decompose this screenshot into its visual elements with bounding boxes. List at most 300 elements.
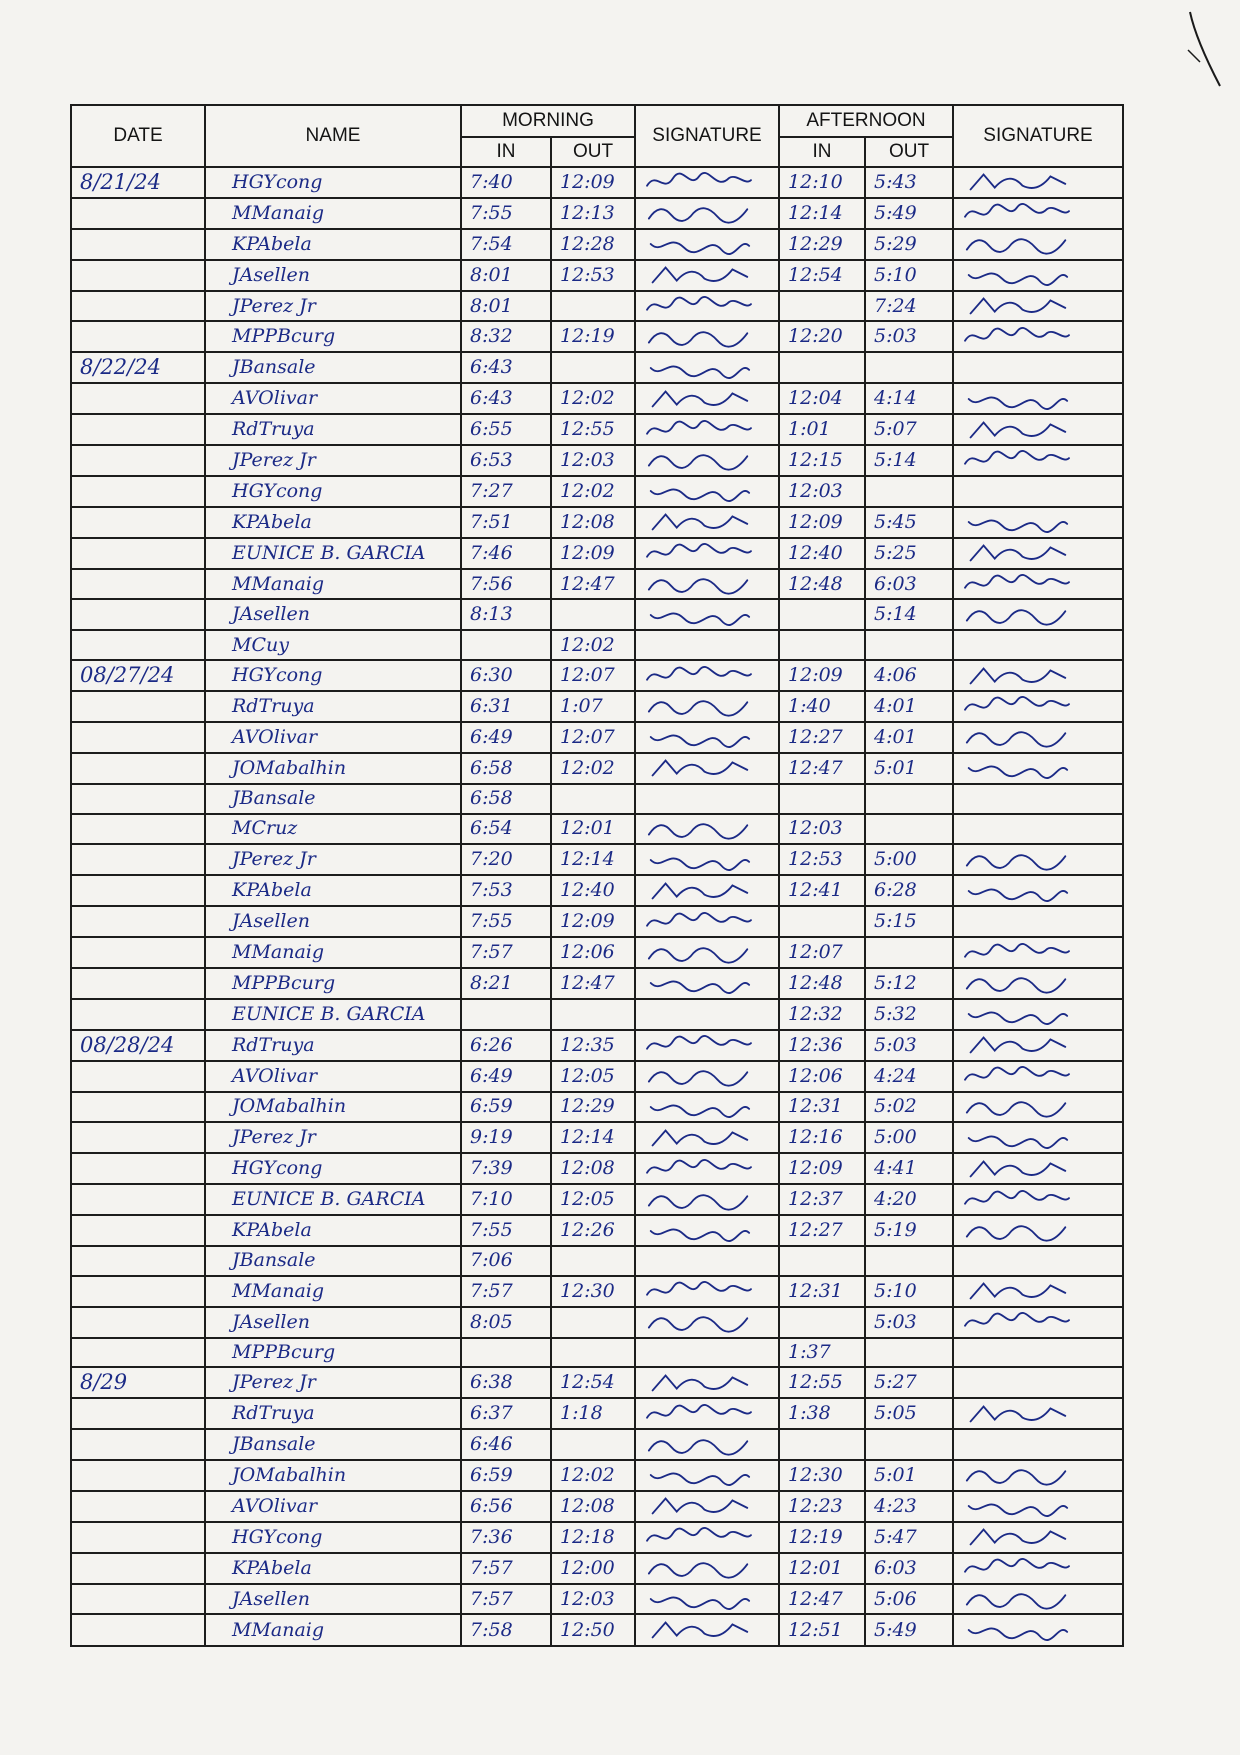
handwritten-signature <box>640 970 758 996</box>
morning-signature-cell <box>635 476 779 507</box>
afternoon-signature-cell <box>953 1338 1123 1368</box>
afternoon-signature-cell <box>953 569 1123 600</box>
morning-out-cell: 12:07 <box>551 660 635 691</box>
date-cell <box>71 291 205 322</box>
handwritten-signature <box>958 1555 1076 1581</box>
morning-in-cell <box>461 630 551 660</box>
name-cell: AVOlivar <box>205 1491 461 1522</box>
morning-signature-cell <box>635 999 779 1030</box>
date-cell <box>71 507 205 538</box>
name-cell: JBansale <box>205 1246 461 1276</box>
afternoon-out-cell: 4:01 <box>865 691 953 722</box>
date-cell <box>71 476 205 507</box>
handwritten-signature <box>640 293 758 319</box>
name-cell: KPAbela <box>205 507 461 538</box>
handwritten-signature <box>640 478 758 504</box>
date-cell <box>71 753 205 784</box>
morning-in-cell: 7:39 <box>461 1153 551 1184</box>
name-cell: JAsellen <box>205 599 461 630</box>
afternoon-out-cell: 5:49 <box>865 1614 953 1646</box>
morning-signature-cell <box>635 1215 779 1246</box>
table-row <box>71 198 1123 229</box>
handwritten-signature <box>958 1278 1076 1304</box>
handwritten-signature <box>640 602 758 628</box>
afternoon-signature-cell <box>953 814 1123 845</box>
table-row <box>71 507 1123 538</box>
handwritten-signature <box>640 1187 758 1213</box>
afternoon-in-cell: 12:29 <box>779 229 865 260</box>
afternoon-in-cell: 12:09 <box>779 507 865 538</box>
handwritten-signature <box>640 1555 758 1581</box>
morning-in-cell: 6:26 <box>461 1030 551 1061</box>
morning-in-cell: 6:55 <box>461 414 551 445</box>
afternoon-out-cell: 4:01 <box>865 722 953 753</box>
name-cell: RdTruya <box>205 1030 461 1061</box>
date-cell <box>71 999 205 1030</box>
morning-signature-cell <box>635 1246 779 1276</box>
afternoon-in-cell: 12:53 <box>779 844 865 875</box>
morning-signature-cell <box>635 291 779 322</box>
table-row <box>71 1614 1123 1646</box>
handwritten-signature <box>958 200 1076 226</box>
afternoon-out-cell: 4:14 <box>865 383 953 414</box>
name-cell: EUNICE B. GARCIA <box>205 999 461 1030</box>
afternoon-signature-cell <box>953 784 1123 814</box>
morning-out-cell: 12:50 <box>551 1614 635 1646</box>
date-cell: 8/21/24 <box>71 167 205 198</box>
afternoon-signature-cell <box>953 414 1123 445</box>
attendance-log-table <box>70 104 1124 1647</box>
afternoon-signature-cell <box>953 1215 1123 1246</box>
name-cell: JPerez Jr <box>205 291 461 322</box>
morning-in-cell: 6:43 <box>461 352 551 383</box>
morning-signature-cell <box>635 1553 779 1584</box>
handwritten-signature <box>640 1432 758 1458</box>
name-cell: MPPBcurg <box>205 968 461 999</box>
morning-out-cell <box>551 999 635 1030</box>
afternoon-out-cell: 6:03 <box>865 569 953 600</box>
afternoon-signature-cell <box>953 1584 1123 1615</box>
name-cell: MCruz <box>205 814 461 845</box>
afternoon-out-cell: 5:15 <box>865 906 953 937</box>
name-cell: KPAbela <box>205 229 461 260</box>
morning-signature-cell <box>635 814 779 845</box>
handwritten-signature <box>958 970 1076 996</box>
afternoon-signature-cell <box>953 1092 1123 1123</box>
table-row <box>71 569 1123 600</box>
afternoon-out-cell: 5:12 <box>865 968 953 999</box>
handwritten-signature <box>640 1218 758 1244</box>
afternoon-signature-cell <box>953 660 1123 691</box>
table-row <box>71 1553 1123 1584</box>
afternoon-out-cell: 7:24 <box>865 291 953 322</box>
handwritten-signature <box>640 1462 758 1488</box>
morning-signature-cell <box>635 906 779 937</box>
afternoon-out-cell: 5:29 <box>865 229 953 260</box>
afternoon-out-cell: 4:06 <box>865 660 953 691</box>
afternoon-in-cell: 12:03 <box>779 476 865 507</box>
handwritten-signature <box>640 417 758 443</box>
afternoon-in-cell: 12:51 <box>779 1614 865 1646</box>
table-row <box>71 538 1123 569</box>
morning-out-cell: 12:05 <box>551 1061 635 1092</box>
handwritten-signature <box>640 1586 758 1612</box>
table-row <box>71 1092 1123 1123</box>
afternoon-out-cell: 5:03 <box>865 1307 953 1338</box>
table-row <box>71 352 1123 383</box>
afternoon-signature-cell <box>953 352 1123 383</box>
date-cell <box>71 1153 205 1184</box>
morning-out-cell: 12:14 <box>551 844 635 875</box>
table-row <box>71 784 1123 814</box>
date-cell <box>71 814 205 845</box>
afternoon-in-cell: 1:40 <box>779 691 865 722</box>
morning-in-cell: 7:57 <box>461 1584 551 1615</box>
name-cell: AVOlivar <box>205 383 461 414</box>
afternoon-out-cell: 5:01 <box>865 1460 953 1491</box>
handwritten-signature <box>958 1462 1076 1488</box>
morning-out-cell: 12:55 <box>551 414 635 445</box>
date-cell <box>71 198 205 229</box>
morning-in-cell: 6:59 <box>461 1460 551 1491</box>
table-row <box>71 722 1123 753</box>
afternoon-signature-cell <box>953 507 1123 538</box>
name-cell: MPPBcurg <box>205 1338 461 1368</box>
handwritten-signature <box>958 1125 1076 1151</box>
afternoon-in-cell: 12:01 <box>779 1553 865 1584</box>
afternoon-in-cell: 12:48 <box>779 968 865 999</box>
morning-signature-cell <box>635 1030 779 1061</box>
table-row <box>71 321 1123 352</box>
date-cell <box>71 784 205 814</box>
afternoon-signature-cell <box>953 753 1123 784</box>
morning-out-cell: 12:14 <box>551 1122 635 1153</box>
handwritten-signature <box>640 1032 758 1058</box>
morning-out-cell: 12:08 <box>551 1491 635 1522</box>
afternoon-signature-cell <box>953 968 1123 999</box>
afternoon-out-cell <box>865 937 953 968</box>
name-cell: JAsellen <box>205 1584 461 1615</box>
morning-signature-cell <box>635 1338 779 1368</box>
morning-out-cell: 12:47 <box>551 569 635 600</box>
handwritten-signature <box>640 1094 758 1120</box>
afternoon-signature-cell <box>953 260 1123 291</box>
morning-out-cell: 12:06 <box>551 937 635 968</box>
name-cell: JPerez Jr <box>205 445 461 476</box>
afternoon-out-cell: 4:23 <box>865 1491 953 1522</box>
table-row <box>71 1522 1123 1553</box>
table-row <box>71 1307 1123 1338</box>
name-cell: RdTruya <box>205 1398 461 1429</box>
handwritten-signature <box>640 1309 758 1335</box>
morning-signature-cell <box>635 569 779 600</box>
handwritten-signature <box>640 693 758 719</box>
afternoon-signature-cell <box>953 844 1123 875</box>
morning-out-cell <box>551 599 635 630</box>
morning-signature-cell <box>635 507 779 538</box>
date-cell <box>71 321 205 352</box>
handwritten-signature <box>640 1617 758 1643</box>
afternoon-in-cell <box>779 784 865 814</box>
handwritten-signature <box>640 940 758 966</box>
morning-out-cell: 12:00 <box>551 1553 635 1584</box>
afternoon-out-cell: 5:27 <box>865 1367 953 1398</box>
name-cell: KPAbela <box>205 1553 461 1584</box>
afternoon-in-cell: 12:09 <box>779 660 865 691</box>
handwritten-signature <box>640 540 758 566</box>
afternoon-out-cell <box>865 352 953 383</box>
afternoon-in-cell: 12:36 <box>779 1030 865 1061</box>
afternoon-out-cell: 5:03 <box>865 1030 953 1061</box>
afternoon-in-cell: 12:40 <box>779 538 865 569</box>
morning-in-cell: 6:59 <box>461 1092 551 1123</box>
date-cell <box>71 445 205 476</box>
morning-out-cell: 12:47 <box>551 968 635 999</box>
afternoon-in-cell: 12:32 <box>779 999 865 1030</box>
name-cell: HGYcong <box>205 660 461 691</box>
morning-signature-cell <box>635 630 779 660</box>
afternoon-in-cell <box>779 906 865 937</box>
morning-out-cell: 12:08 <box>551 507 635 538</box>
morning-in-cell: 8:05 <box>461 1307 551 1338</box>
handwritten-signature <box>640 571 758 597</box>
header-afternoon-out: OUT <box>865 137 953 167</box>
name-cell: MManaig <box>205 937 461 968</box>
header-morning: MORNING <box>461 105 635 137</box>
afternoon-signature-cell <box>953 1061 1123 1092</box>
morning-in-cell: 6:54 <box>461 814 551 845</box>
name-cell: MManaig <box>205 569 461 600</box>
afternoon-in-cell <box>779 291 865 322</box>
name-cell: JPerez Jr <box>205 844 461 875</box>
morning-in-cell: 8:32 <box>461 321 551 352</box>
handwritten-signature <box>958 324 1076 350</box>
morning-in-cell: 6:46 <box>461 1429 551 1460</box>
morning-out-cell: 12:02 <box>551 753 635 784</box>
handwritten-signature <box>640 386 758 412</box>
afternoon-in-cell: 12:30 <box>779 1460 865 1491</box>
table-row <box>71 1276 1123 1307</box>
morning-signature-cell <box>635 937 779 968</box>
table-row <box>71 999 1123 1030</box>
morning-out-cell <box>551 1307 635 1338</box>
afternoon-in-cell: 12:47 <box>779 753 865 784</box>
afternoon-out-cell <box>865 1338 953 1368</box>
afternoon-signature-cell <box>953 198 1123 229</box>
morning-signature-cell <box>635 260 779 291</box>
table-row <box>71 1184 1123 1215</box>
date-cell <box>71 229 205 260</box>
morning-in-cell: 7:10 <box>461 1184 551 1215</box>
handwritten-signature <box>640 262 758 288</box>
morning-out-cell: 12:03 <box>551 445 635 476</box>
morning-in-cell: 7:51 <box>461 507 551 538</box>
handwritten-signature <box>640 1370 758 1396</box>
date-cell <box>71 630 205 660</box>
morning-in-cell: 7:55 <box>461 1215 551 1246</box>
handwritten-signature <box>640 816 758 842</box>
header-date: DATE <box>71 105 205 167</box>
handwritten-signature <box>640 1493 758 1519</box>
morning-signature-cell <box>635 538 779 569</box>
morning-in-cell: 7:27 <box>461 476 551 507</box>
handwritten-signature <box>640 200 758 226</box>
afternoon-signature-cell <box>953 538 1123 569</box>
date-cell <box>71 383 205 414</box>
morning-out-cell <box>551 1246 635 1276</box>
date-cell <box>71 1246 205 1276</box>
name-cell: JAsellen <box>205 906 461 937</box>
afternoon-out-cell: 5:45 <box>865 507 953 538</box>
table-row <box>71 445 1123 476</box>
afternoon-signature-cell <box>953 937 1123 968</box>
handwritten-signature <box>958 231 1076 257</box>
afternoon-signature-cell <box>953 1184 1123 1215</box>
handwritten-signature <box>958 1493 1076 1519</box>
date-cell <box>71 1584 205 1615</box>
morning-out-cell: 12:07 <box>551 722 635 753</box>
header-afternoon-signature: SIGNATURE <box>953 105 1123 167</box>
afternoon-in-cell: 1:01 <box>779 414 865 445</box>
handwritten-signature <box>958 847 1076 873</box>
morning-out-cell: 12:54 <box>551 1367 635 1398</box>
morning-out-cell: 1:07 <box>551 691 635 722</box>
afternoon-signature-cell <box>953 1522 1123 1553</box>
afternoon-in-cell <box>779 1307 865 1338</box>
afternoon-signature-cell <box>953 1429 1123 1460</box>
afternoon-in-cell: 12:54 <box>779 260 865 291</box>
afternoon-out-cell <box>865 476 953 507</box>
morning-in-cell: 6:49 <box>461 722 551 753</box>
morning-signature-cell <box>635 1398 779 1429</box>
afternoon-signature-cell <box>953 1367 1123 1398</box>
afternoon-in-cell: 12:20 <box>779 321 865 352</box>
handwritten-signature <box>640 755 758 781</box>
morning-in-cell: 7:55 <box>461 906 551 937</box>
handwritten-signature <box>958 755 1076 781</box>
name-cell: HGYcong <box>205 167 461 198</box>
afternoon-out-cell: 6:28 <box>865 875 953 906</box>
morning-in-cell: 8:13 <box>461 599 551 630</box>
date-cell <box>71 1614 205 1646</box>
morning-in-cell: 7:40 <box>461 167 551 198</box>
afternoon-in-cell: 12:16 <box>779 1122 865 1153</box>
table-row <box>71 630 1123 660</box>
corner-pen-mark <box>1186 10 1226 90</box>
date-cell <box>71 569 205 600</box>
handwritten-signature <box>640 355 758 381</box>
name-cell: JBansale <box>205 784 461 814</box>
morning-out-cell: 12:30 <box>551 1276 635 1307</box>
table-row <box>71 1061 1123 1092</box>
morning-out-cell <box>551 291 635 322</box>
afternoon-signature-cell <box>953 445 1123 476</box>
header-afternoon: AFTERNOON <box>779 105 953 137</box>
handwritten-signature <box>958 693 1076 719</box>
morning-in-cell: 7:57 <box>461 937 551 968</box>
morning-out-cell: 12:40 <box>551 875 635 906</box>
morning-signature-cell <box>635 1184 779 1215</box>
morning-in-cell: 7:54 <box>461 229 551 260</box>
date-cell <box>71 1491 205 1522</box>
name-cell: RdTruya <box>205 414 461 445</box>
afternoon-out-cell: 5:05 <box>865 1398 953 1429</box>
handwritten-signature <box>640 1125 758 1151</box>
table-row <box>71 1460 1123 1491</box>
handwritten-signature <box>640 1278 758 1304</box>
morning-out-cell: 12:03 <box>551 1584 635 1615</box>
table-row <box>71 875 1123 906</box>
morning-signature-cell <box>635 660 779 691</box>
date-cell: 08/28/24 <box>71 1030 205 1061</box>
morning-in-cell: 7:55 <box>461 198 551 229</box>
date-cell <box>71 1522 205 1553</box>
afternoon-out-cell: 5:47 <box>865 1522 953 1553</box>
afternoon-in-cell: 12:06 <box>779 1061 865 1092</box>
morning-out-cell <box>551 1338 635 1368</box>
morning-out-cell: 12:09 <box>551 167 635 198</box>
afternoon-out-cell: 5:10 <box>865 1276 953 1307</box>
table-row <box>71 291 1123 322</box>
handwritten-signature <box>958 1218 1076 1244</box>
handwritten-signature <box>958 417 1076 443</box>
morning-in-cell <box>461 999 551 1030</box>
morning-in-cell: 6:58 <box>461 753 551 784</box>
afternoon-in-cell <box>779 599 865 630</box>
afternoon-out-cell: 5:10 <box>865 260 953 291</box>
morning-signature-cell <box>635 691 779 722</box>
date-cell <box>71 906 205 937</box>
morning-signature-cell <box>635 1584 779 1615</box>
morning-signature-cell <box>635 722 779 753</box>
morning-out-cell: 12:26 <box>551 1215 635 1246</box>
afternoon-in-cell: 1:37 <box>779 1338 865 1368</box>
afternoon-signature-cell <box>953 1030 1123 1061</box>
afternoon-signature-cell <box>953 1553 1123 1584</box>
handwritten-signature <box>958 509 1076 535</box>
handwritten-signature <box>640 663 758 689</box>
morning-signature-cell <box>635 875 779 906</box>
date-cell <box>71 1276 205 1307</box>
table-row <box>71 1429 1123 1460</box>
date-cell: 8/22/24 <box>71 352 205 383</box>
table-row <box>71 937 1123 968</box>
table-row <box>71 1246 1123 1276</box>
date-cell <box>71 1398 205 1429</box>
afternoon-in-cell: 12:41 <box>779 875 865 906</box>
afternoon-out-cell: 4:20 <box>865 1184 953 1215</box>
handwritten-signature <box>958 1524 1076 1550</box>
morning-out-cell: 12:09 <box>551 538 635 569</box>
afternoon-in-cell <box>779 1429 865 1460</box>
handwritten-signature <box>958 1032 1076 1058</box>
name-cell: MCuy <box>205 630 461 660</box>
name-cell: HGYcong <box>205 1153 461 1184</box>
table-row <box>71 691 1123 722</box>
name-cell: JPerez Jr <box>205 1122 461 1153</box>
morning-signature-cell <box>635 1460 779 1491</box>
table-row <box>71 476 1123 507</box>
morning-in-cell: 6:43 <box>461 383 551 414</box>
morning-in-cell: 6:56 <box>461 1491 551 1522</box>
handwritten-signature <box>640 1156 758 1182</box>
afternoon-in-cell <box>779 1246 865 1276</box>
morning-in-cell: 8:01 <box>461 291 551 322</box>
afternoon-out-cell: 5:14 <box>865 599 953 630</box>
date-cell <box>71 538 205 569</box>
handwritten-signature <box>640 1524 758 1550</box>
afternoon-out-cell: 5:25 <box>865 538 953 569</box>
